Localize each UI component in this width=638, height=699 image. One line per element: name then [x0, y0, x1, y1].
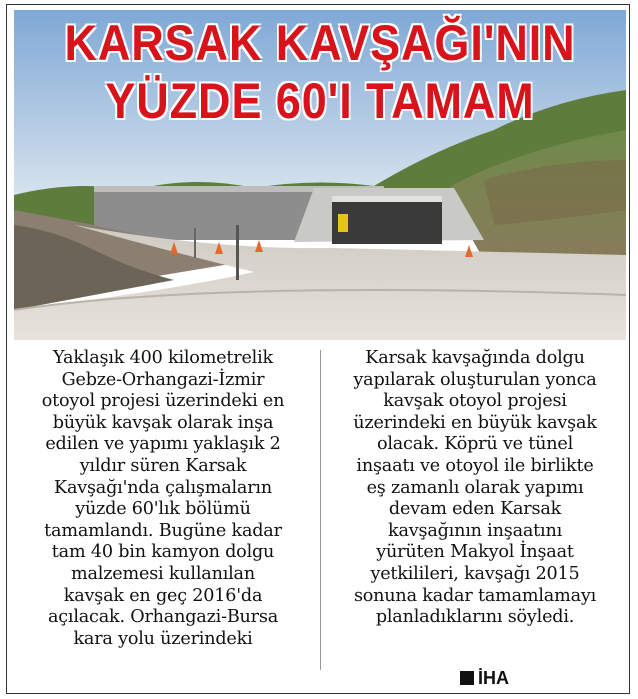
article-line: Karsak kavşağında dolgu: [365, 348, 585, 368]
article-line: üzerindeki en büyük kavşak: [353, 412, 597, 433]
article-line: inşaatı ve otoyol ile birlikte: [356, 455, 594, 476]
article-column-left: [18, 348, 308, 650]
article-line: planladıklarını söyledi.: [375, 607, 575, 628]
article-body: [18, 348, 624, 688]
article-line: otoyol projesi üzerindeki en: [41, 391, 285, 412]
article-line: olacak. Köprü ve tünel: [376, 434, 574, 455]
article-line: edilen ve yapımı yaklaşık 2: [45, 434, 281, 455]
article-line: Kavşağı'nda çalışmaların: [54, 477, 272, 498]
article-line: kavşağının inşaatını: [388, 520, 562, 541]
article-column-right: [330, 348, 620, 629]
article-line: devam eden Karsak: [388, 499, 562, 520]
article-line: Yaklaşık 400 kilometrelik: [52, 348, 273, 368]
article-line: yüzde 60'lık bölümü: [75, 499, 251, 520]
source-label: İHA: [478, 668, 509, 688]
article-line: tam 40 bin kamyon dolgu: [51, 542, 275, 563]
article-line: yıldır süren Karsak: [79, 455, 247, 476]
article-line: kavşak en geç 2016'da: [63, 585, 263, 606]
news-agency-credit: [460, 668, 509, 689]
headline-line-1: KARSAK KAVŞAĞI'NIN: [64, 15, 576, 71]
article-line: sonuna kadar tamamlamayı: [353, 585, 597, 606]
article-line: malzemesi kullanılan: [71, 563, 255, 584]
article-line: yürüten Makyol İnşaat: [376, 542, 574, 563]
headline-line-2: YÜZDE 60'I TAMAM: [105, 73, 535, 129]
article-line: yapılarak oluşturulan yonca: [353, 369, 597, 390]
article-line: yetkilileri, kavşağı 2015: [370, 563, 580, 584]
article-line: büyük kavşak olarak inşa: [52, 412, 274, 433]
article-line: açılacak. Orhangazi-Bursa: [47, 607, 279, 628]
headline: [14, 14, 626, 130]
column-divider: [320, 350, 321, 670]
article-line: kara yolu üzerindeki: [73, 628, 253, 649]
article-line: Gebze-Orhangazi-İzmir: [61, 369, 265, 390]
article-line: tamamlandı. Bugüne kadar: [44, 520, 282, 541]
article-line: eş zamanlı olarak yapımı: [366, 477, 584, 498]
article-line: kavşak otoyol projesi: [383, 391, 567, 412]
square-bullet-icon: [460, 671, 474, 685]
